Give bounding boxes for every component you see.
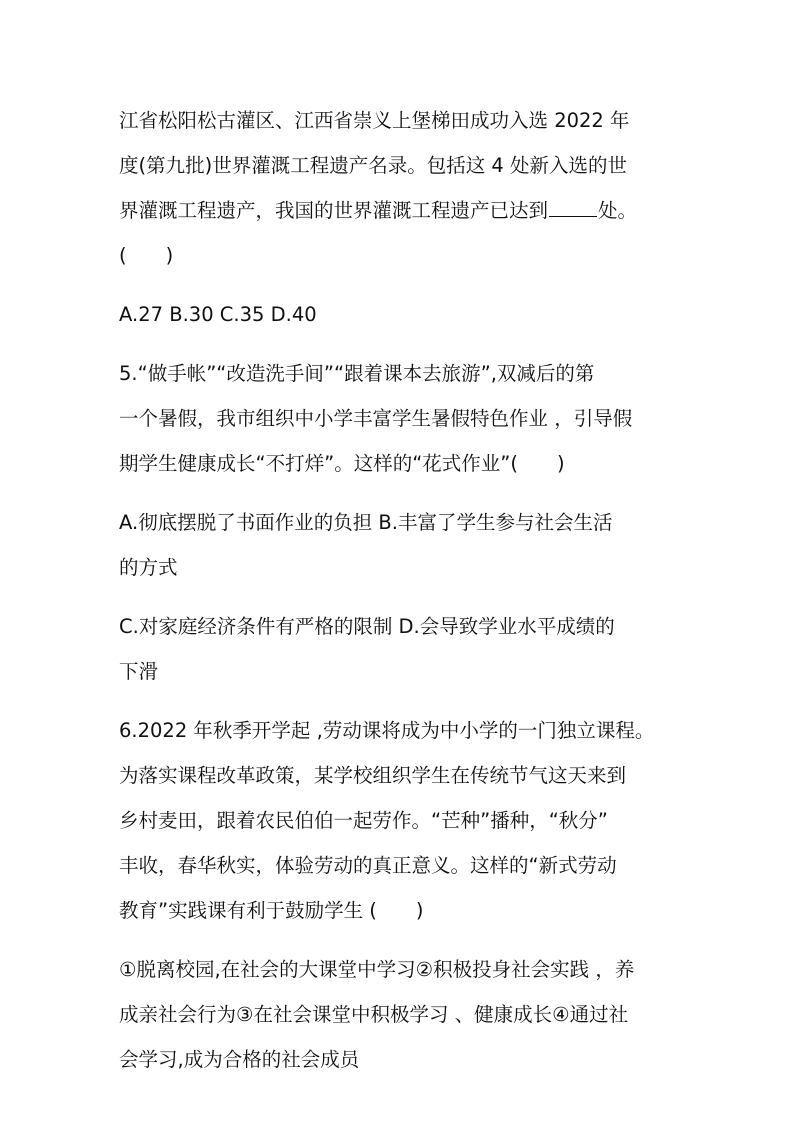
text-line [119, 188, 691, 233]
answer-parentheses: ( ) [119, 244, 174, 267]
text-line: 教育”实践课有利于鼓励学生 ( ) [119, 899, 424, 922]
text-line: 丰收，春华秋实，体验劳动的真正意义。这样的“新式劳动 [119, 854, 617, 877]
text-line: 期学生健康成长“不打烊”。这样的“花式作业”( ) [119, 452, 565, 475]
question-4-stem [119, 98, 691, 278]
text-segment: 处。 [598, 199, 638, 222]
text-line: 江省松阳松古灌区、江西省崇义上堡梯田成功入选 2022 年 [119, 109, 630, 132]
question-5-stem [119, 351, 691, 486]
text-line: 5.“做手帐”“改造洗手间”“跟着课本去旅游”,双减后的第 [119, 362, 595, 385]
text-line: 度(第九批)世界灌溉工程遗产名录。包括这 4 处新入选的世 [119, 154, 628, 177]
text-line: 乡村麦田，跟着农民伯伯一起劳作。“芒种”播种，“秋分” [119, 809, 608, 832]
option-line: A.彻底摆脱了书面作业的负担 B.丰富了学生参与社会生活 [119, 511, 613, 534]
question-4-options [119, 292, 691, 337]
option-line: 下滑 [119, 660, 159, 683]
option-line: C.对家庭经济条件有严格的限制 D.会导致学业水平成绩的 [119, 615, 615, 638]
text-line: 一个暑假，我市组织中小学丰富学生暑假特色作业 ，引导假 [119, 407, 633, 430]
question-5-option-cd [119, 604, 691, 694]
text-line: 6.2022 年秋季开学起 ,劳动课将成为中小学的一门独立课程。 [119, 719, 655, 742]
text-segment: 界灌溉工程遗产，我国的世界灌溉工程遗产已达到 [119, 199, 549, 222]
question-5-option-ab [119, 500, 691, 590]
option-line: 的方式 [119, 556, 178, 579]
statement-line: 成亲社会行为③在社会课堂中积极学习 、健康成长④通过社 [119, 1003, 629, 1026]
question-6-stem [119, 708, 691, 933]
statement-line: 会学习,成为合格的社会成员 [119, 1048, 360, 1071]
answer-blank [549, 215, 597, 217]
text-line: 为落实课程改革政策，某学校组织学生在传统节气这天来到 [119, 764, 627, 787]
question-6-statements [119, 947, 691, 1082]
document-body [119, 98, 691, 1082]
statement-line: ①脱离校园,在社会的大课堂中学习②积极投身社会实践 ，养 [119, 958, 635, 981]
options-line: A.27 B.30 C.35 D.40 [119, 303, 317, 326]
